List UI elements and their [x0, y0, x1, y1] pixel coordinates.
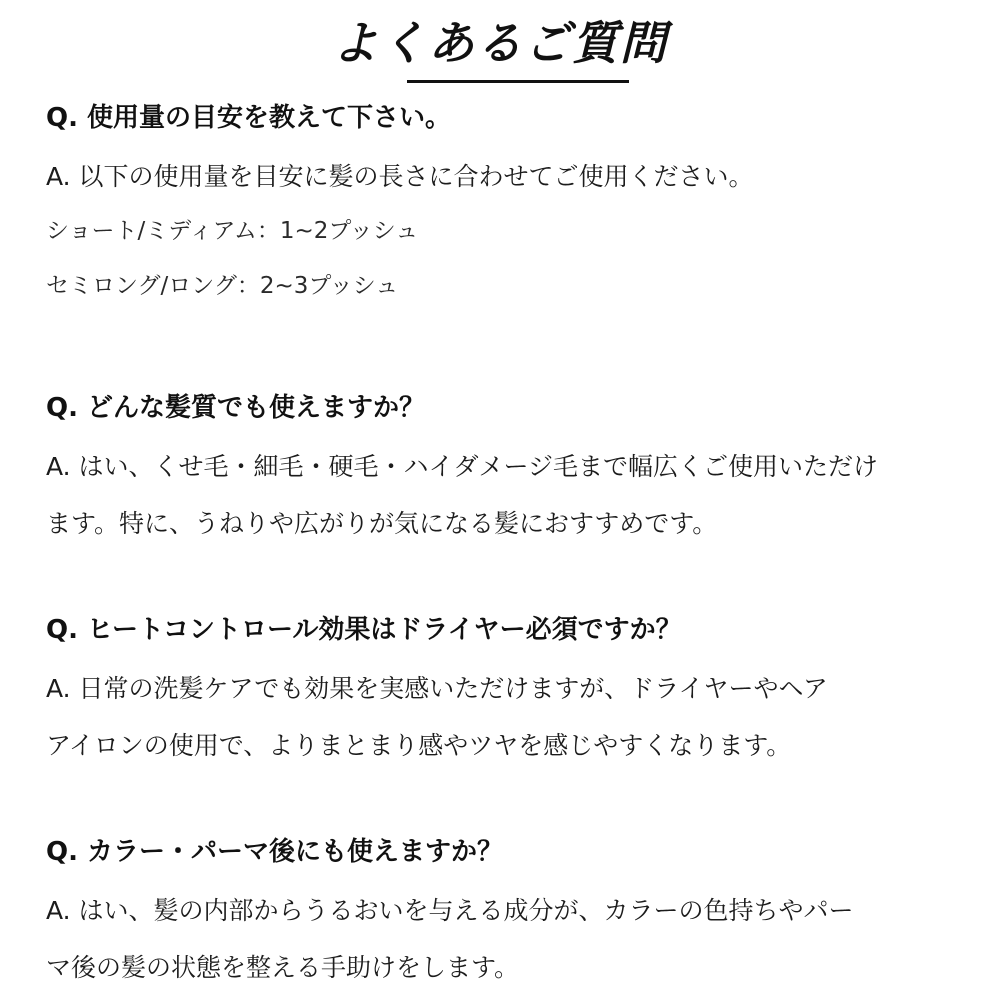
faq-question: Q. どんな髪質でも使えますか？ — [46, 393, 426, 423]
faq-answer-line: A. はい、髪の内部からうるおいを与える成分が、カラーの色持ちやパー — [46, 896, 854, 925]
faq-item-color-perm — [46, 834, 966, 986]
page-title-wrap — [0, 14, 1000, 72]
title-underline — [407, 80, 629, 83]
faq-answer-line: ます。特に、うねりや広がりが気になる髪におすすめです。 — [46, 509, 718, 538]
faq-item-hair-types — [46, 390, 966, 542]
faq-answer: A. 以下の使用量を目安に髪の長さに合わせてご使用ください。 — [46, 162, 754, 191]
page-title: よくあるご質問 — [332, 16, 668, 70]
faq-answer-line: A. はい、くせ毛・細毛・硬毛・ハイダメージ毛まで幅広くご使用いただけ — [46, 452, 879, 481]
faq-detail-short-medium: ショート/ミディアム：1~2プッシュ — [46, 218, 419, 244]
faq-answer-line: アイロンの使用で、よりまとまり感やツヤを感じやすくなります。 — [46, 731, 792, 760]
faq-question: Q. カラー・パーマ後にも使えますか？ — [46, 837, 504, 867]
faq-item-heat-control — [46, 612, 966, 764]
faq-question: Q. 使用量の目安を教えて下さい。 — [46, 103, 452, 133]
faq-answer-line: A. 日常の洗髪ケアでも効果を実感いただけますが、ドライヤーやヘア — [46, 674, 828, 703]
faq-item-usage-amount — [46, 100, 966, 304]
faq-detail-semilong-long: セミロング/ロング：2~3プッシュ — [46, 273, 399, 299]
faq-answer-line: マ後の髪の状態を整える手助けをします。 — [46, 953, 520, 982]
faq-question: Q. ヒートコントロール効果はドライヤー必須ですか？ — [46, 615, 682, 645]
